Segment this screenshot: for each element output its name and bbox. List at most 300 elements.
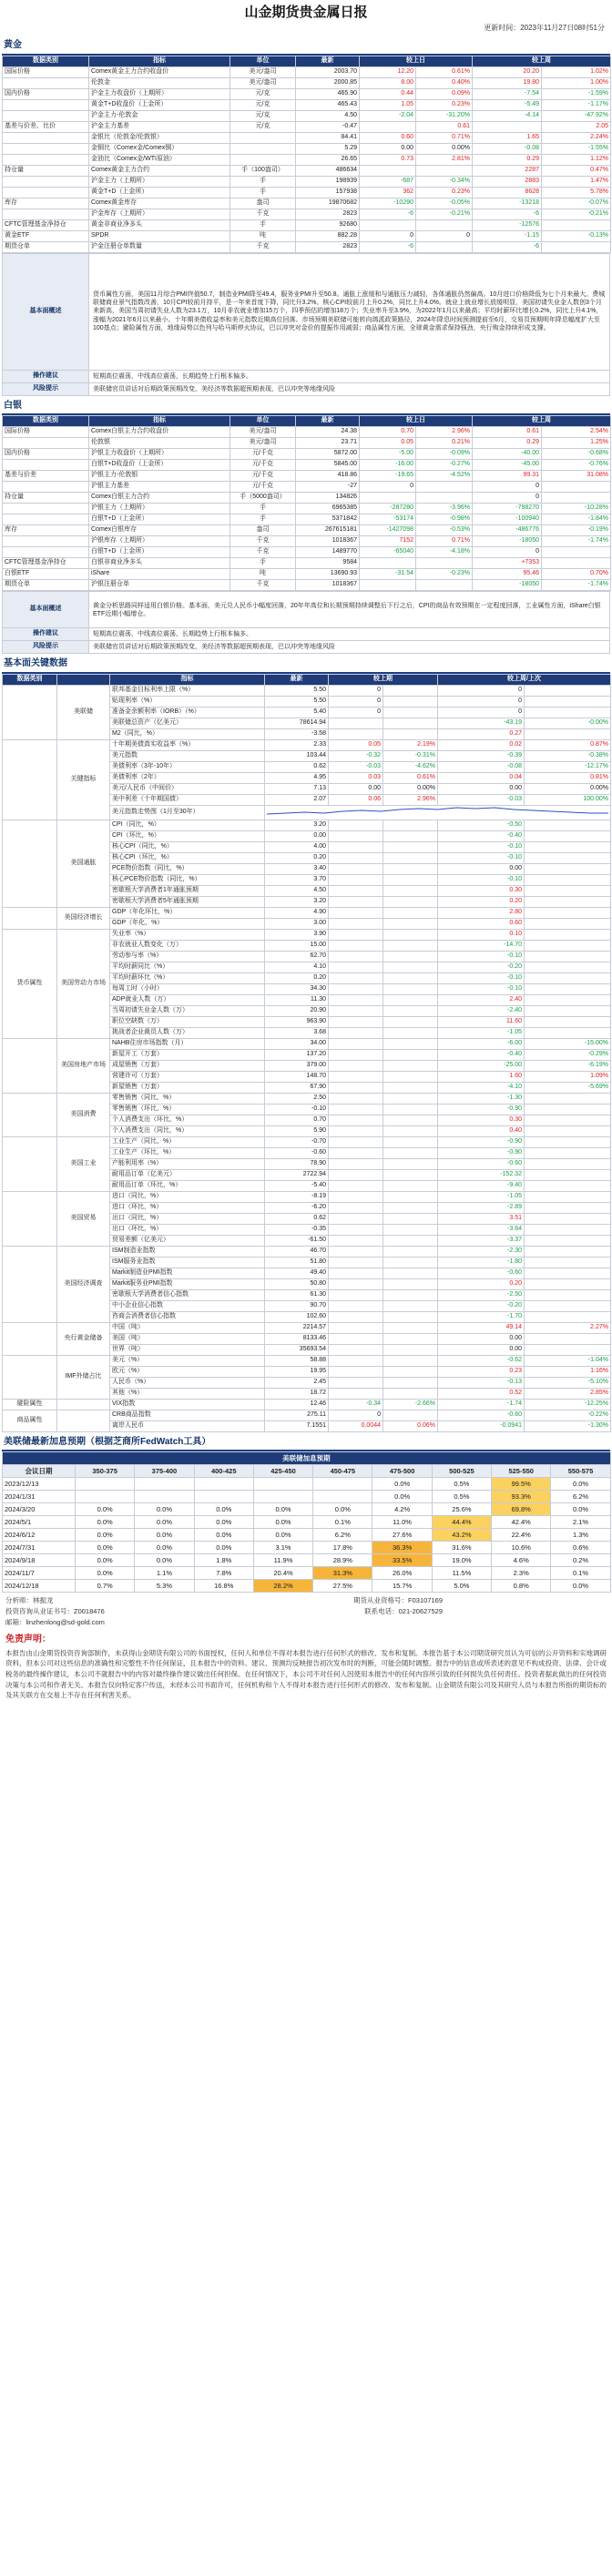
fedwatch-cell: 0.0% xyxy=(253,1503,312,1516)
fedwatch-cell: 0.0% xyxy=(253,1529,312,1542)
row-latest: 62.70 xyxy=(265,951,329,962)
row-latest: 18.72 xyxy=(265,1388,329,1399)
row-period-change xyxy=(329,885,383,896)
row-indicator: 进口（环比，%） xyxy=(110,1202,265,1213)
row-period-pct xyxy=(383,929,438,940)
row-prev-pct xyxy=(525,852,611,863)
fedwatch-cell xyxy=(253,1491,312,1503)
macro-subgroup: 美国经济增长 xyxy=(57,907,110,929)
silver-strategy-label: 操作建议 xyxy=(3,628,89,641)
macro-subgroup: 美国房地产市场 xyxy=(57,1038,110,1093)
row-week-pct: -0.13% xyxy=(542,230,611,241)
row-period-pct xyxy=(383,1257,438,1268)
row-period-pct xyxy=(383,1093,438,1104)
row-indicator: 沪金注册仓单数量 xyxy=(89,241,230,252)
row-latest: 6965385 xyxy=(296,504,360,514)
row-latest: 486634 xyxy=(296,165,360,176)
fedwatch-cell xyxy=(135,1491,194,1503)
row-latest: 5845.00 xyxy=(296,460,360,471)
row-week-pct: 5.78% xyxy=(542,187,611,198)
row-indicator: CPI（同比，%） xyxy=(110,820,265,830)
row-latest: 5371842 xyxy=(296,514,360,525)
table-row xyxy=(3,1355,611,1366)
row-prev-pct xyxy=(525,1158,611,1169)
row-indicator: NAHB住房市场指数（月） xyxy=(110,1038,265,1049)
row-prev-pct xyxy=(525,972,611,983)
table-row xyxy=(3,154,611,165)
row-prev-change: 0.20 xyxy=(438,1278,525,1289)
row-latest: 2823 xyxy=(296,209,360,219)
fedwatch-cell: 0.8% xyxy=(492,1580,551,1593)
row-indicator: 零售销售（环比，%） xyxy=(110,1104,265,1115)
row-prev-pct: -0.22% xyxy=(525,1410,611,1420)
fedwatch-row xyxy=(3,1503,611,1516)
row-prev-change: 2.40 xyxy=(438,994,525,1005)
row-latest: 5.50 xyxy=(265,685,329,696)
row-indicator: 零售销售（同比，%） xyxy=(110,1093,265,1104)
row-latest: 3.40 xyxy=(265,863,329,874)
row-prev-pct: 1.16% xyxy=(525,1366,611,1377)
table-row xyxy=(3,820,611,830)
row-prev-change: -1.30 xyxy=(438,1093,525,1104)
row-latest: 198939 xyxy=(296,176,360,187)
fedwatch-cell: 11.5% xyxy=(432,1567,491,1580)
row-indicator: 美联储总资产（亿美元） xyxy=(110,718,265,728)
row-unit: 美元/盎司 xyxy=(230,427,296,438)
table-row xyxy=(3,482,611,493)
row-latest: 2722.94 xyxy=(265,1169,329,1180)
row-category: 基差与价差、比价 xyxy=(3,121,89,132)
row-indicator: 欧元（%） xyxy=(110,1366,265,1377)
row-latest: 7.1551 xyxy=(265,1420,329,1431)
row-unit: 手 xyxy=(230,187,296,198)
macro-section-title: 基本面关键数据 xyxy=(2,656,610,674)
row-unit: 元/千克 xyxy=(230,460,296,471)
row-latest: 23.71 xyxy=(296,438,360,449)
macro-subgroup: 美国消费 xyxy=(57,1093,110,1136)
row-period-change xyxy=(329,962,383,972)
fedwatch-cell: 0.0% xyxy=(551,1503,610,1516)
row-latest: 102.60 xyxy=(265,1311,329,1322)
macro-group xyxy=(3,739,57,820)
row-prev-change: 49.14 xyxy=(438,1322,525,1333)
row-prev-pct: 2.85% xyxy=(525,1388,611,1399)
row-day-change: -10290 xyxy=(360,198,416,209)
row-indicator: 沪金主力收盘价（上期所） xyxy=(89,88,230,99)
row-latest: 19870682 xyxy=(296,198,360,209)
table-row xyxy=(3,580,611,591)
row-day-pct: 0.23% xyxy=(416,187,473,198)
fedwatch-cell: 6.2% xyxy=(551,1491,610,1503)
row-prev-pct xyxy=(525,983,611,994)
fedwatch-cell: 0.0% xyxy=(76,1554,135,1567)
fedwatch-cell: 3.1% xyxy=(253,1542,312,1554)
row-indicator: 沪金主力-伦敦金 xyxy=(89,110,230,121)
row-day-pct: -0.34% xyxy=(416,176,473,187)
fedwatch-col-header: 350-375 xyxy=(76,1465,135,1478)
row-category: 库存 xyxy=(3,198,89,209)
row-day-change: 0.00 xyxy=(360,143,416,154)
row-indicator: 平均时薪同比（%） xyxy=(110,962,265,972)
table-row xyxy=(3,209,611,219)
row-week-change: 0.29 xyxy=(473,438,542,449)
row-period-change xyxy=(329,852,383,863)
row-prev-change: -4.10 xyxy=(438,1082,525,1093)
row-period-pct xyxy=(383,940,438,951)
row-prev-pct xyxy=(525,707,611,718)
row-prev-change: -0.40 xyxy=(438,830,525,841)
fedwatch-cell xyxy=(194,1491,253,1503)
row-latest: -0.60 xyxy=(265,1147,329,1158)
table-row xyxy=(3,1246,611,1257)
row-prev-change: 0.04 xyxy=(438,772,525,783)
fedwatch-cell: 0.5% xyxy=(432,1478,491,1491)
row-prev-change: -0.39 xyxy=(438,750,525,761)
row-prev-change: 0.27 xyxy=(438,728,525,739)
row-prev-pct xyxy=(525,1202,611,1213)
fedwatch-row xyxy=(3,1516,611,1529)
row-period-pct xyxy=(383,1278,438,1289)
fedwatch-cell: 44.4% xyxy=(432,1516,491,1529)
row-prev-change: -0.62 xyxy=(438,1355,525,1366)
row-unit: 美元/盎司 xyxy=(230,77,296,88)
row-week-pct: -1.55% xyxy=(542,143,611,154)
fedwatch-col-header: 525-550 xyxy=(492,1465,551,1478)
fedwatch-cell: 2.1% xyxy=(551,1516,610,1529)
fedwatch-row xyxy=(3,1529,611,1542)
row-prev-change: -25.00 xyxy=(438,1060,525,1071)
row-week-change: 95.46 xyxy=(473,569,542,580)
row-day-pct: 0.61% xyxy=(416,66,473,77)
fedwatch-cell: 2024/7/31 xyxy=(3,1542,76,1554)
row-week-pct: -1.74% xyxy=(542,536,611,547)
row-week-pct xyxy=(542,482,611,493)
row-prev-change: -43.19 xyxy=(438,718,525,728)
table-row xyxy=(3,1191,611,1202)
row-prev-change: -14.70 xyxy=(438,940,525,951)
row-period-change xyxy=(329,1093,383,1104)
row-prev-change: -2.40 xyxy=(438,1005,525,1016)
row-indicator: 沪金主力基差 xyxy=(89,121,230,132)
row-prev-pct: -12.25% xyxy=(525,1399,611,1410)
row-prev-change: 0.30 xyxy=(438,885,525,896)
row-prev-pct xyxy=(525,885,611,896)
row-indicator: 其他（%） xyxy=(110,1388,265,1399)
row-period-change xyxy=(329,1191,383,1202)
row-week-pct: -0.19% xyxy=(542,525,611,536)
row-category xyxy=(3,536,89,547)
fedwatch-cell xyxy=(76,1478,135,1491)
fedwatch-col-header: 450-475 xyxy=(313,1465,372,1478)
row-period-change xyxy=(329,1104,383,1115)
row-prev-change: -1.05 xyxy=(438,1191,525,1202)
row-day-pct: 0.71% xyxy=(416,132,473,143)
row-latest: -0.35 xyxy=(265,1224,329,1235)
col-header: 数据类别 xyxy=(3,56,89,66)
row-unit: 元/千克 xyxy=(230,449,296,460)
row-category xyxy=(3,438,89,449)
row-day-change: -53174 xyxy=(360,514,416,525)
row-period-pct xyxy=(383,1224,438,1235)
row-category xyxy=(3,482,89,493)
row-category: CFTC管理基金净持仓 xyxy=(3,219,89,230)
fedwatch-cell: 20.4% xyxy=(253,1567,312,1580)
row-indicator: 美元/人民币（中间价） xyxy=(110,783,265,794)
table-row xyxy=(3,449,611,460)
row-prev-change: -0.60 xyxy=(438,1268,525,1278)
row-unit: 元/千克 xyxy=(230,482,296,493)
fedwatch-table xyxy=(2,1451,611,1593)
table-row xyxy=(3,438,611,449)
row-prev-pct xyxy=(525,1136,611,1147)
fedwatch-cell: 2024/9/18 xyxy=(3,1554,76,1567)
row-latest: 20.90 xyxy=(265,1005,329,1016)
row-indicator: Comex黄金库存 xyxy=(89,198,230,209)
row-prev-pct xyxy=(525,951,611,962)
table-row xyxy=(3,77,611,88)
row-prev-pct xyxy=(525,929,611,940)
fedwatch-cell: 0.0% xyxy=(135,1503,194,1516)
row-latest: -61.50 xyxy=(265,1235,329,1246)
macro-group xyxy=(3,1322,57,1355)
macro-group: 商品属性 xyxy=(3,1410,57,1431)
silver-section-title: 白银 xyxy=(2,398,610,416)
row-period-pct xyxy=(383,994,438,1005)
row-period-pct xyxy=(383,1191,438,1202)
table-row xyxy=(3,471,611,482)
row-latest: 882.28 xyxy=(296,230,360,241)
fedwatch-cell: 0.0% xyxy=(551,1478,610,1491)
row-week-change: -6 xyxy=(473,209,542,219)
row-latest: 49.40 xyxy=(265,1268,329,1278)
fedwatch-cell: 36.3% xyxy=(372,1542,432,1554)
row-latest: 8133.46 xyxy=(265,1333,329,1344)
fedwatch-cell: 0.0% xyxy=(313,1503,372,1516)
row-indicator: 工业生产（同比，%） xyxy=(110,1136,265,1147)
row-period-change xyxy=(329,830,383,841)
fedwatch-cell: 2024/1/31 xyxy=(3,1491,76,1503)
row-period-pct xyxy=(383,820,438,830)
update-time: 更新时间：2023年11月27日08时51分 xyxy=(484,24,605,32)
fedwatch-row xyxy=(3,1542,611,1554)
fedwatch-cell: 11.0% xyxy=(372,1516,432,1529)
table-row xyxy=(3,1038,611,1049)
row-day-change: 0.70 xyxy=(360,427,416,438)
row-unit: 元/克 xyxy=(230,110,296,121)
row-period-pct xyxy=(383,1410,438,1420)
row-period-change: -0.34 xyxy=(329,1399,383,1410)
row-period-pct xyxy=(383,1366,438,1377)
row-day-pct: -0.98% xyxy=(416,514,473,525)
row-week-pct: -47.92% xyxy=(542,110,611,121)
col-header: 较上日 xyxy=(360,416,473,427)
row-week-pct: -0.68% xyxy=(542,449,611,460)
row-category: 库存 xyxy=(3,525,89,536)
row-week-change: 20.20 xyxy=(473,66,542,77)
row-period-change: -0.03 xyxy=(329,761,383,772)
row-prev-pct xyxy=(525,1224,611,1235)
row-indicator: 白银T+D（上金所） xyxy=(89,514,230,525)
row-latest: 418.86 xyxy=(296,471,360,482)
col-header: 较上期 xyxy=(329,674,438,685)
fedwatch-cell: 0.0% xyxy=(76,1503,135,1516)
fedwatch-cell: 4.2% xyxy=(372,1503,432,1516)
row-latest: 12.46 xyxy=(265,1399,329,1410)
row-day-pct: 0 xyxy=(416,230,473,241)
row-day-change xyxy=(360,165,416,176)
fedwatch-cell: 5.0% xyxy=(432,1580,491,1593)
row-indicator: 进口（同比，%） xyxy=(110,1191,265,1202)
row-day-change: -287280 xyxy=(360,504,416,514)
row-period-change xyxy=(329,863,383,874)
row-category: 国际价格 xyxy=(3,427,89,438)
row-prev-change: -0.10 xyxy=(438,983,525,994)
row-latest: 34.30 xyxy=(265,983,329,994)
table-row xyxy=(3,176,611,187)
fedwatch-cell: 2023/12/13 xyxy=(3,1478,76,1491)
row-prev-change: 0.10 xyxy=(438,929,525,940)
row-period-pct: -4.62% xyxy=(383,761,438,772)
row-week-change: -45.00 xyxy=(473,460,542,471)
row-indicator: ISM制造业指数 xyxy=(110,1246,265,1257)
row-week-change: -7.54 xyxy=(473,88,542,99)
row-indicator: 密歇根大学消费者信心指数 xyxy=(110,1289,265,1300)
row-prev-pct xyxy=(525,994,611,1005)
col-header: 单位 xyxy=(230,56,296,66)
row-period-pct xyxy=(383,885,438,896)
row-latest: 0.20 xyxy=(265,972,329,983)
row-prev-change: -1.05 xyxy=(438,1027,525,1038)
row-latest: 275.11 xyxy=(265,1410,329,1420)
row-period-pct xyxy=(383,830,438,841)
row-day-pct xyxy=(416,219,473,230)
row-day-change: 0.44 xyxy=(360,88,416,99)
row-day-pct: -0.27% xyxy=(416,460,473,471)
row-indicator: 世界（吨） xyxy=(110,1344,265,1355)
row-week-change: -100940 xyxy=(473,514,542,525)
row-week-change: 19.80 xyxy=(473,77,542,88)
row-period-pct xyxy=(383,1125,438,1136)
row-indicator: 产能利用率（%） xyxy=(110,1158,265,1169)
fedwatch-cell: 0.0% xyxy=(135,1542,194,1554)
fedwatch-cell: 2024/11/7 xyxy=(3,1567,76,1580)
row-unit: 千克 xyxy=(230,580,296,591)
row-day-change: 0.60 xyxy=(360,132,416,143)
row-latest: 26.65 xyxy=(296,154,360,165)
gold-risk-label: 风险提示 xyxy=(3,382,89,395)
row-category: 持仓量 xyxy=(3,165,89,176)
row-latest: 5.40 xyxy=(265,707,329,718)
row-prev-change: 3.51 xyxy=(438,1213,525,1224)
row-period-pct xyxy=(383,1060,438,1071)
row-latest: 3.68 xyxy=(265,1027,329,1038)
row-prev-change: -0.10 xyxy=(438,951,525,962)
row-prev-change: -0.50 xyxy=(438,820,525,830)
fedwatch-cell: 0.1% xyxy=(551,1567,610,1580)
row-prev-change: -0.40 xyxy=(438,1049,525,1060)
row-indicator: CRB商品指数 xyxy=(110,1410,265,1420)
row-period-pct xyxy=(383,1202,438,1213)
table-row xyxy=(3,1093,611,1104)
row-latest: 4.10 xyxy=(265,962,329,972)
fedwatch-cell xyxy=(313,1478,372,1491)
row-indicator: 出口（同比，%） xyxy=(110,1213,265,1224)
row-prev-change: 0 xyxy=(438,707,525,718)
silver-risk-label: 风险提示 xyxy=(3,641,89,654)
row-prev-pct xyxy=(525,1115,611,1125)
row-period-pct xyxy=(383,718,438,728)
fedwatch-cell: 33.5% xyxy=(372,1554,432,1567)
row-week-pct: 1.02% xyxy=(542,66,611,77)
row-indicator: SPDR xyxy=(89,230,230,241)
row-latest: 134826 xyxy=(296,493,360,504)
row-indicator: 沪银主力收盘价（上期所） xyxy=(89,449,230,460)
fedwatch-cell: 2024/3/20 xyxy=(3,1503,76,1516)
row-unit: 手（100盎司） xyxy=(230,165,296,176)
row-day-change: 0 xyxy=(360,482,416,493)
row-prev-change: -6.00 xyxy=(438,1038,525,1049)
row-latest: 5.50 xyxy=(265,696,329,707)
row-period-pct xyxy=(383,863,438,874)
row-indicator: 美债利率（2年） xyxy=(110,772,265,783)
row-indicator: 出口（环比，%） xyxy=(110,1224,265,1235)
row-unit xyxy=(230,143,296,154)
fedwatch-col-header: 500-525 xyxy=(432,1465,491,1478)
fedwatch-cell: 0.0% xyxy=(76,1529,135,1542)
row-prev-pct xyxy=(525,962,611,972)
row-day-change xyxy=(360,558,416,569)
row-latest: -27 xyxy=(296,482,360,493)
row-latest: 50.80 xyxy=(265,1278,329,1289)
row-prev-pct xyxy=(525,907,611,918)
fedwatch-cell: 7.8% xyxy=(194,1567,253,1580)
row-prev-change: -152.32 xyxy=(438,1169,525,1180)
footer-cert: 投资咨询从业证书号：Z0018476 xyxy=(5,1607,105,1616)
row-latest: 0.20 xyxy=(265,852,329,863)
table-row xyxy=(3,1322,611,1333)
row-latest: 15.00 xyxy=(265,940,329,951)
row-indicator: 耐用品订单（环比，%） xyxy=(110,1180,265,1191)
fedwatch-cell xyxy=(194,1478,253,1491)
row-latest: -0.70 xyxy=(265,1136,329,1147)
gold-summary-table xyxy=(2,253,610,396)
row-period-change xyxy=(329,1377,383,1388)
row-week-change: 2287 xyxy=(473,165,542,176)
row-period-pct xyxy=(383,1322,438,1333)
fedwatch-cell: 10.6% xyxy=(492,1542,551,1554)
gold-strategy-text: 短期高位震荡，中线高位震荡，长期趋势上行根本偏多。 xyxy=(89,370,610,382)
row-period-pct xyxy=(383,1268,438,1278)
row-indicator: 非农就业人数变化（万） xyxy=(110,940,265,951)
fedwatch-cell: 31.3% xyxy=(313,1567,372,1580)
macro-table xyxy=(2,674,611,1432)
table-row xyxy=(3,929,611,940)
row-period-change xyxy=(329,874,383,885)
row-week-change: 8628 xyxy=(473,187,542,198)
row-prev-change: -2.89 xyxy=(438,1202,525,1213)
row-prev-change: -9.40 xyxy=(438,1180,525,1191)
row-prev-pct: -1.04% xyxy=(525,1355,611,1366)
row-latest: -6.20 xyxy=(265,1202,329,1213)
row-latest: 0.70 xyxy=(265,1115,329,1125)
row-prev-pct xyxy=(525,1268,611,1278)
row-unit xyxy=(230,154,296,165)
row-week-change: -5.49 xyxy=(473,99,542,110)
row-category: 持仓量 xyxy=(3,493,89,504)
row-category xyxy=(3,514,89,525)
row-day-pct: -3.96% xyxy=(416,504,473,514)
row-prev-change: -0.90 xyxy=(438,1104,525,1115)
